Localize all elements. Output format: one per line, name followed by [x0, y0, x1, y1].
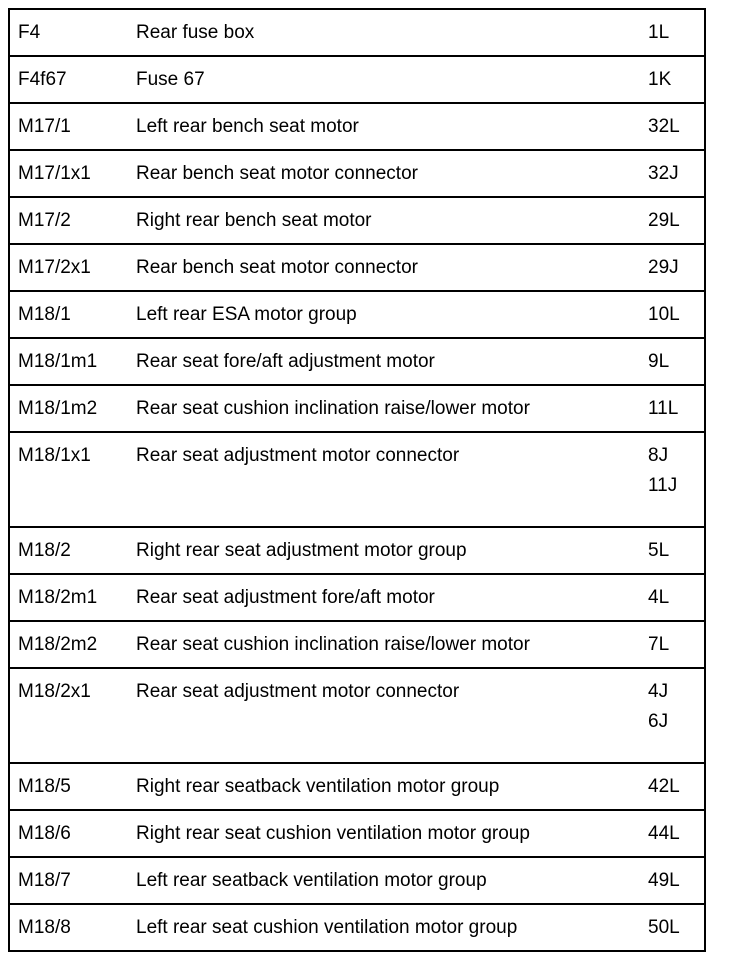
- component-code-cell: M18/2m1: [9, 574, 126, 621]
- table-row: [9, 621, 705, 668]
- grid-location-cell: [648, 103, 705, 150]
- legend-table-body: [9, 9, 705, 951]
- component-code-cell: M18/1: [9, 291, 126, 338]
- table-row: [9, 904, 705, 951]
- component-description-cell: Left rear seatback ventilation motor group: [126, 857, 648, 904]
- component-description-cell: Left rear seat cushion ventilation motor group: [126, 904, 648, 951]
- grid-location: 4J: [648, 681, 669, 702]
- component-description-cell: Rear seat adjustment motor connector: [126, 668, 648, 763]
- table-row: [9, 385, 705, 432]
- grid-location-cell: [648, 338, 705, 385]
- grid-location: 4L: [648, 587, 670, 608]
- grid-location: 32L: [648, 116, 680, 137]
- table-row: [9, 150, 705, 197]
- grid-location: 6J: [648, 711, 669, 732]
- table-row: [9, 574, 705, 621]
- component-code-cell: M17/1x1: [9, 150, 126, 197]
- table-row: [9, 810, 705, 857]
- grid-location-cell: [648, 527, 705, 574]
- component-description-cell: Right rear bench seat motor: [126, 197, 648, 244]
- grid-location: 10L: [648, 304, 680, 325]
- grid-location: 11J: [648, 475, 678, 496]
- grid-location: 44L: [648, 823, 680, 844]
- grid-location-cell: [648, 56, 705, 103]
- table-row: [9, 56, 705, 103]
- component-description-cell: Left rear bench seat motor: [126, 103, 648, 150]
- component-description-cell: Rear seat adjustment motor connector: [126, 432, 648, 527]
- grid-location-cell: [648, 621, 705, 668]
- grid-location-cell: [648, 432, 705, 527]
- table-row: [9, 668, 705, 763]
- grid-location: 7L: [648, 634, 670, 655]
- grid-location: 29L: [648, 210, 680, 231]
- grid-location-cell: [648, 574, 705, 621]
- table-row: [9, 291, 705, 338]
- component-code-cell: M17/2x1: [9, 244, 126, 291]
- component-code-cell: M18/1x1: [9, 432, 126, 527]
- grid-location: 9L: [648, 351, 670, 372]
- component-code-cell: M18/1m2: [9, 385, 126, 432]
- grid-location-cell: [648, 9, 705, 56]
- grid-location-cell: [648, 857, 705, 904]
- grid-location-cell: [648, 385, 705, 432]
- grid-location: 50L: [648, 917, 680, 938]
- grid-location-cell: [648, 763, 705, 810]
- grid-location-cell: [648, 197, 705, 244]
- component-code-cell: M18/8: [9, 904, 126, 951]
- component-code-cell: M18/2x1: [9, 668, 126, 763]
- component-code-cell: M18/6: [9, 810, 126, 857]
- component-code-cell: M18/2m2: [9, 621, 126, 668]
- table-row: [9, 103, 705, 150]
- component-code-cell: M18/2: [9, 527, 126, 574]
- component-description-cell: Right rear seat adjustment motor group: [126, 527, 648, 574]
- table-row: [9, 527, 705, 574]
- component-description-cell: Rear bench seat motor connector: [126, 244, 648, 291]
- component-code-cell: M17/1: [9, 103, 126, 150]
- grid-location: 1L: [648, 22, 670, 43]
- grid-location: 29J: [648, 257, 679, 278]
- component-description-cell: Rear bench seat motor connector: [126, 150, 648, 197]
- component-description-cell: Rear seat cushion inclination raise/lower motor: [126, 621, 648, 668]
- component-description-cell: Rear seat adjustment fore/aft motor: [126, 574, 648, 621]
- table-row: [9, 857, 705, 904]
- grid-location-cell: [648, 668, 705, 763]
- grid-location: 1K: [648, 69, 672, 90]
- component-description-cell: Right rear seatback ventilation motor group: [126, 763, 648, 810]
- grid-location: 8J: [648, 445, 669, 466]
- grid-location: 5L: [648, 540, 670, 561]
- table-row: [9, 197, 705, 244]
- grid-location-cell: [648, 810, 705, 857]
- grid-location-cell: [648, 244, 705, 291]
- table-row: [9, 763, 705, 810]
- grid-location: 11L: [648, 398, 679, 419]
- component-description-cell: Rear seat fore/aft adjustment motor: [126, 338, 648, 385]
- component-code-cell: M18/7: [9, 857, 126, 904]
- component-code-cell: M18/1m1: [9, 338, 126, 385]
- component-code-cell: F4: [9, 9, 126, 56]
- table-row: [9, 9, 705, 56]
- grid-location-cell: [648, 904, 705, 951]
- component-description-cell: Fuse 67: [126, 56, 648, 103]
- grid-location: 42L: [648, 776, 680, 797]
- component-legend-table: [8, 8, 706, 952]
- grid-location-cell: [648, 150, 705, 197]
- component-description-cell: Rear fuse box: [126, 9, 648, 56]
- component-code-cell: M18/5: [9, 763, 126, 810]
- table-row: [9, 432, 705, 527]
- grid-location-cell: [648, 291, 705, 338]
- component-code-cell: M17/2: [9, 197, 126, 244]
- table-row: [9, 338, 705, 385]
- component-description-cell: Rear seat cushion inclination raise/lower motor: [126, 385, 648, 432]
- component-code-cell: F4f67: [9, 56, 126, 103]
- component-description-cell: Left rear ESA motor group: [126, 291, 648, 338]
- component-description-cell: Right rear seat cushion ventilation motor group: [126, 810, 648, 857]
- grid-location: 49L: [648, 870, 680, 891]
- grid-location: 32J: [648, 163, 679, 184]
- table-row: [9, 244, 705, 291]
